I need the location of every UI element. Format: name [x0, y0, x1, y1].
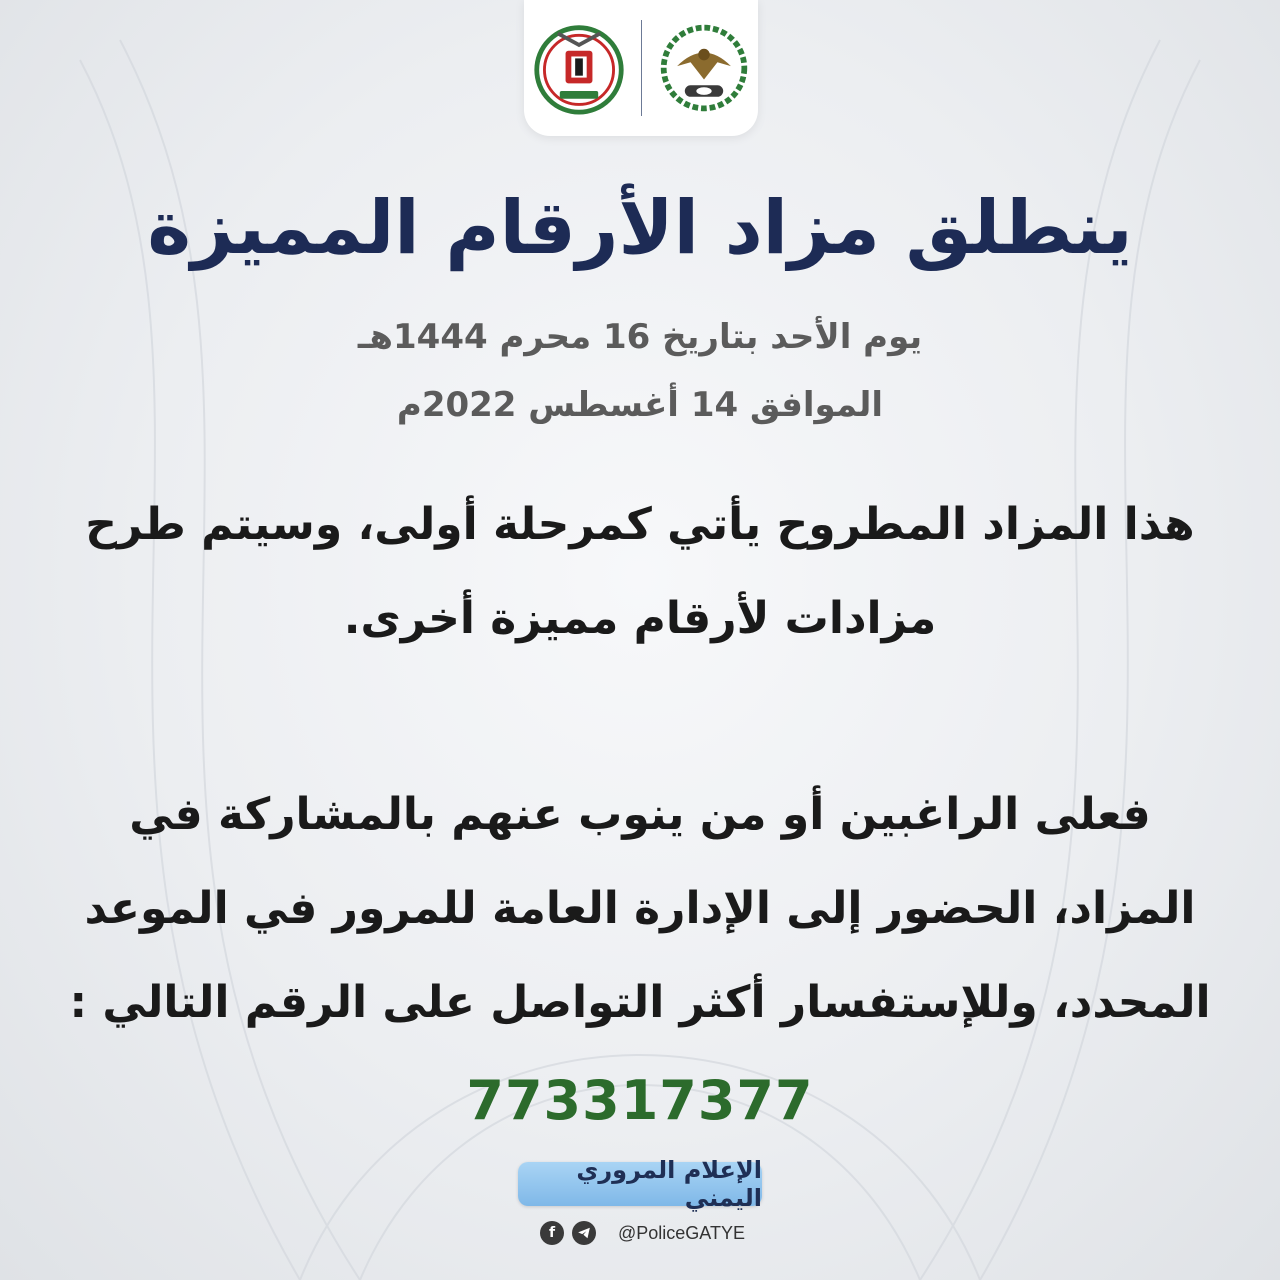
page-title: ينطلق مزاد الأرقام المميزة [147, 185, 1133, 271]
social-handle[interactable]: @PoliceGATYE [618, 1222, 745, 1243]
media-badge: الإعلام المروري اليمني [518, 1162, 762, 1206]
ministry-eagle-emblem [656, 20, 752, 116]
date-gregorian: الموافق 14 أغسطس 2022م [396, 385, 884, 425]
announcement-paragraph: هذا المزاد المطروح يأتي كمرحلة أولى، وسيتم طرح مزادات لأرقام مميزة أخرى. [85, 499, 1195, 644]
traffic-police-emblem [531, 20, 627, 116]
facebook-icon[interactable]: f [540, 1221, 564, 1245]
logo-card [524, 0, 758, 136]
social-row [540, 1218, 750, 1248]
instructions-paragraph: فعلى الراغبين أو من ينوب عنهم بالمشاركة في المزاد، الحضور إلى الإدارة العامة للمرور في الموعد المحدد، وللإستفسار أكثر التواصل على الرقم التالي : [69, 789, 1211, 1028]
telegram-icon[interactable] [572, 1221, 596, 1245]
contact-phone-number: 773317377 [466, 1069, 814, 1132]
logo-divider [641, 20, 642, 116]
date-hijri: يوم الأحد بتاريخ 16 محرم 1444هـ [357, 317, 923, 357]
